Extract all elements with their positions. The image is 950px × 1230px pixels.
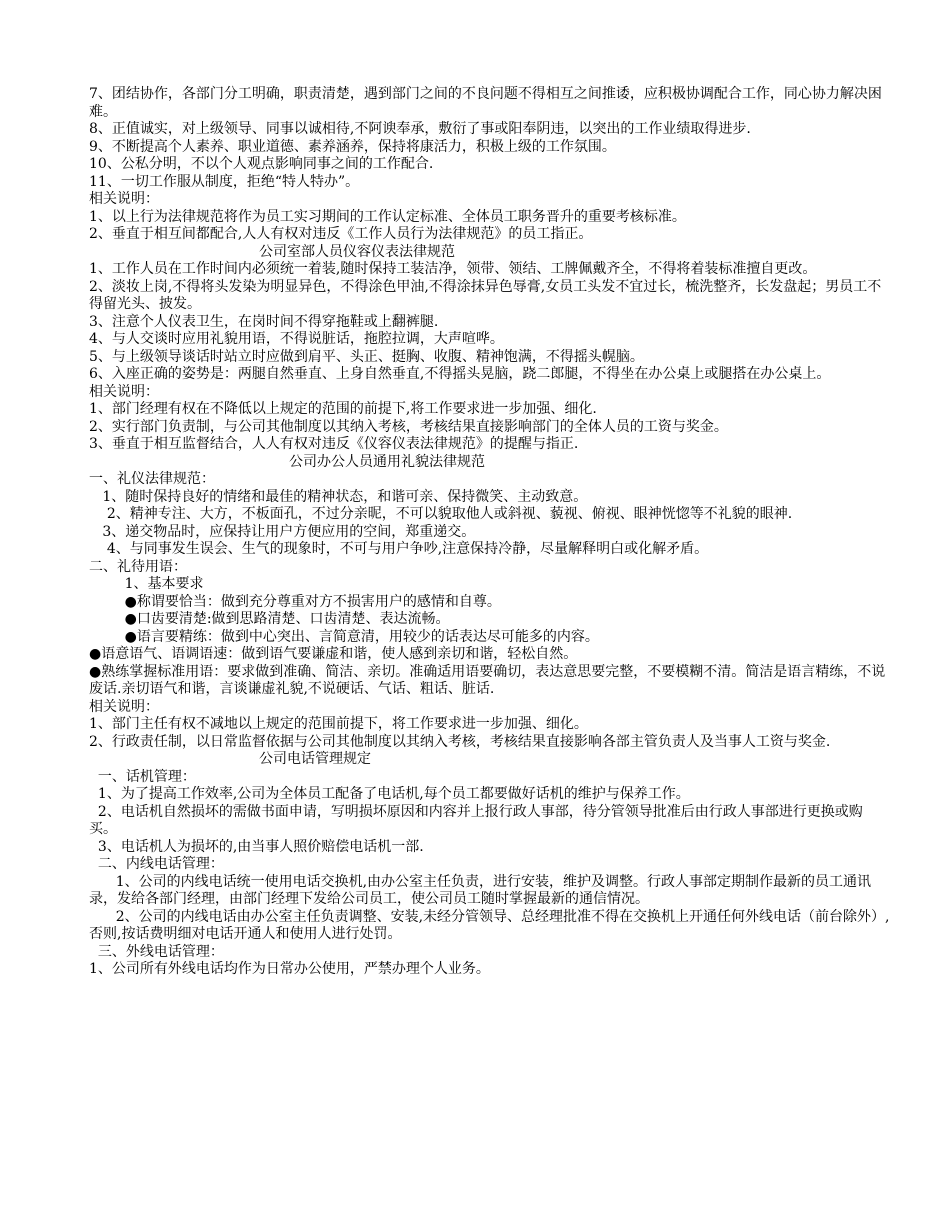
- etiquette-note-1: 1、部门主任有权不减地以上规定的范围前提下，将工作要求进一步加强、细化。: [89, 716, 588, 732]
- appearance-rule-6: 6、入座正确的姿势是：两腿自然垂直、上身自然垂直,不得摇头晃脑，跷二郎腿，不得坐在办公桌上或腿搭在办公桌上。: [89, 366, 831, 382]
- bullet-standard-phrases: ●熟练掌握标准用语：要求做到准确、简洁、亲切。准确适用语要确切，表达意思要完整，不要模糊不清。简洁是语言精练，不说废话.亲切语气和谐，言谈谦虚礼貌,不说硬话、气话、粗话、脏话.: [89, 663, 886, 697]
- appearance-rule-1: 1、工作人员在工作时间内必须统一着装,随时保持工装洁净，领带、领结、工牌佩戴齐全，不得将着装标准擅自更改。: [89, 261, 817, 277]
- phone-heading-3: 三、外线电话管理：: [89, 943, 224, 960]
- note-1: 1、以上行为法律规范将作为员工实习期间的工作认定标准、全体员工职务晋升的重要考核标准。: [89, 208, 686, 225]
- notes-heading: 相关说明：: [89, 698, 159, 715]
- phone-rule-2: 2、电话机自然损坏的需做书面申请，写明损坏原因和内容并上报行政人事部，待分管领导批准后由行政人事部进行更换或购买。: [89, 803, 863, 837]
- external-line-rule-1: 1、公司所有外线电话均作为日常办公使用，严禁办理个人业务。: [89, 961, 490, 977]
- note-2: 2、垂直于相互间都配合,人人有权对违反《工作人员行为法律规范》的员工指正。: [89, 226, 593, 242]
- etiquette-heading-2: 二、礼待用语：: [89, 558, 187, 575]
- section-title-appearance: 公司室部人员仪容仪表法律规范: [259, 243, 455, 260]
- etiquette-rule-2: 2、精神专注、大方，不板面孔，不过分亲昵，不可以貌取他人或斜视、藐视、俯视、眼神恍惚等不礼貌的眼神.: [89, 506, 793, 522]
- notes-heading: 相关说明：: [89, 383, 159, 400]
- appearance-rule-2: 2、淡妆上岗,不得将头发染为明显异色，不得涂色甲油,不得涂抹异色辱膏,女员工头发不宜过长，梳洗整齐，长发盘起；男员工不得留光头、披发。: [89, 278, 882, 312]
- etiquette-rule-1: 1、随时保持良好的情绪和最佳的精神状态，和谐可亲、保持微笑、主动致意。: [89, 488, 588, 505]
- basic-requirements: 1、基本要求: [89, 576, 204, 592]
- bullet-clear-speech: ●口齿要清楚:做到思路清楚、口齿清楚、表达流畅。: [89, 611, 450, 627]
- section-title-etiquette: 公司办公人员通用礼貌法律规范: [289, 453, 485, 470]
- phone-heading-1: 一、话机管理：: [89, 768, 196, 785]
- phone-rule-1: 1、为了提高工作效率,公司为全体员工配备了电话机,每个员工都要做好话机的维护与保养工作。: [89, 786, 690, 802]
- bullet-tone: ●语意语气、语调语速：做到语气要谦虚和谐，使人感到亲切和谐，轻松自然。: [89, 646, 578, 662]
- bullet-address: ●称谓要恰当：做到充分尊重对方不损害用户的感情和自尊。: [89, 593, 501, 610]
- notes-heading: 相关说明：: [89, 191, 159, 207]
- rule-11-obey-rules: 11、一切工作服从制度，拒绝“特人特办”。: [89, 173, 360, 190]
- etiquette-rule-3: 3、递交物品时，应保持让用户方便应用的空间，郑重递交。: [89, 523, 476, 540]
- appearance-note-3: 3、垂直于相互监督结合，人人有权对违反《仪容仪表法律规范》的提醒与指正.: [89, 436, 579, 452]
- etiquette-note-2: 2、行政责任制，以日常监督依据与公司其他制度以其纳入考核，考核结果直接影响各部主管负责人及当事人工资与奖金.: [89, 733, 831, 750]
- rule-8-integrity: 8、正值诚实，对上级领导、同事以诚相待,不阿谀奉承，敷衍了事或阳奉阴违，以突出的工作业绩取得进步.: [89, 121, 751, 137]
- phone-rule-3: 3、电话机人为损坏的,由当事人照价赔偿电话机一部.: [89, 838, 424, 855]
- rule-9-self-improvement: 9、不断提高个人素养、职业道德、素养涵养，保持将康活力，积极上级的工作氛围。: [89, 138, 616, 155]
- rule-7-teamwork: 7、团结协作，各部门分工明确，职责清楚，遇到部门之间的不良问题不得相互之间推诿，应积极协调配合工作，同心协力解决困难。: [89, 86, 882, 120]
- appearance-note-1: 1、部门经理有权在不降低以上规定的范围的前提下,将工作要求进一步加强、细化.: [89, 401, 597, 417]
- appearance-rule-5: 5、与上级领导谈话时站立时应做到肩平、头正、挺胸、收腹、精神饱满，不得摇头幌脑。: [89, 348, 644, 365]
- section-title-phone: 公司电话管理规定: [259, 751, 371, 767]
- appearance-note-2: 2、实行部门负责制，与公司其他制度以其纳入考核，考核结果直接影响部门的全体人员的工资与奖金。: [89, 418, 728, 435]
- rule-10-public-private: 10、公私分明，不以个人观点影响同事之间的工作配合.: [89, 156, 434, 172]
- internal-line-rule-1: 1、公司的内线电话统一使用电话交换机,由办公室主任负责，进行安装，维护及调整。行政人事部定期制作最新的员工通讯录，发给各部门经理，由部门经理下发给公司员工，使公司员工随时掌握最新的通信情况。: [89, 873, 872, 907]
- appearance-rule-4: 4、与人交谈时应用礼貌用语，不得说脏话，拖腔拉调，大声喧哗。: [89, 331, 504, 347]
- appearance-rule-3: 3、注意个人仪表卫生，在岗时间不得穿拖鞋或上翻裤腿.: [89, 313, 439, 330]
- phone-heading-2: 二、内线电话管理：: [89, 856, 224, 872]
- internal-line-rule-2: 2、公司的内线电话由办公室主任负责调整、安装,未经分管领导、总经理批准不得在交换机上开通任何外线电话（前台除外）,否则,按话费明细对电话开通人和使用人进行处罚。: [89, 908, 890, 942]
- bullet-concise: ●语言要精练：做到中心突出、言简意清，用较少的话表达尽可能多的内容。: [89, 628, 599, 645]
- etiquette-rule-4: 4、与同事发生误会、生气的现象时，不可与用户争吵,注意保持冷静，尽量解释明白或化解矛盾。: [89, 541, 709, 557]
- etiquette-heading-1: 一、礼仪法律规范：: [89, 471, 215, 487]
